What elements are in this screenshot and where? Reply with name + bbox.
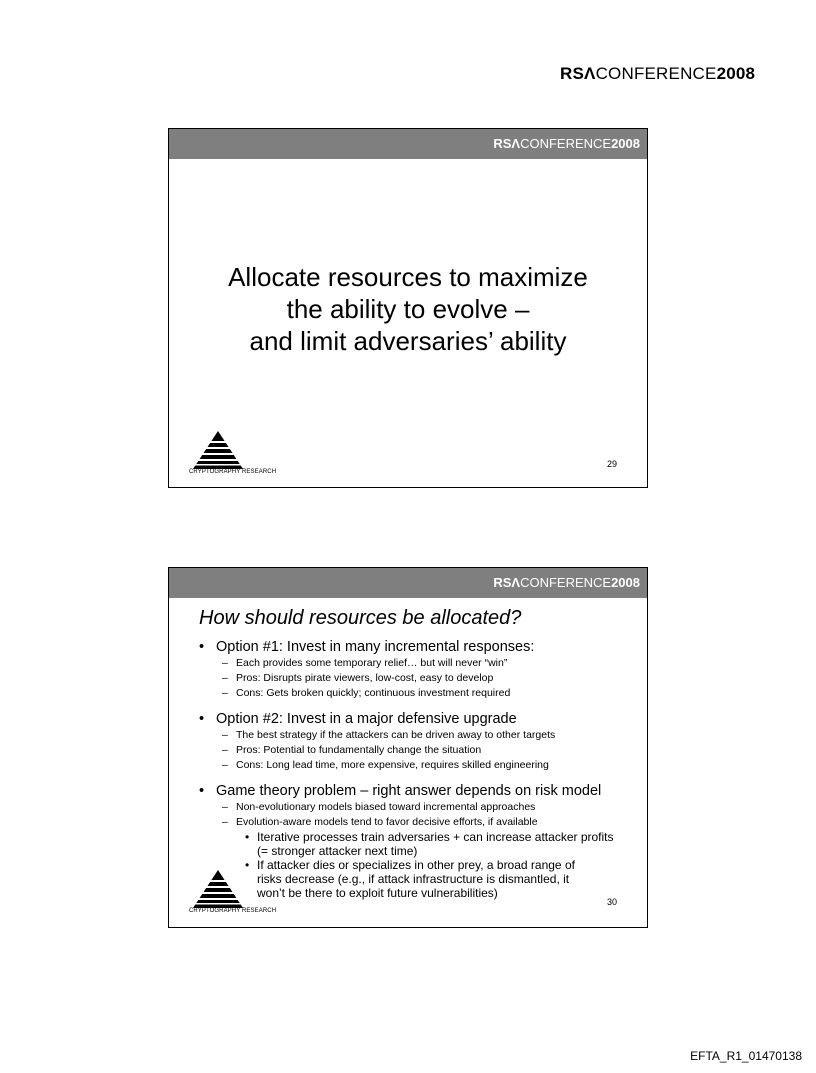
slide-header-logo: RSΛCONFERENCE2008 [493,136,640,151]
sub-sub-bullet-item: • If attacker dies or specializes in other prey, a broad range of risks decrease (e.g., if attack infrastructure is dismantled, it won’t be there to exploit future vulnerabilities) [199,858,597,900]
slide-title-line: and limit adversaries’ ability [249,326,567,356]
sub-bullet-item: – Evolution-aware models tend to favor decisive efforts, if available [199,815,639,830]
cryptography-research-logo [189,431,277,481]
bullet-item: • Option #1: Invest in many incremental responses: [199,638,639,656]
bullet-list [199,638,639,900]
document-id: EFTA_R1_01470138 [690,1049,802,1063]
cryptography-research-text: CRYPTOGRAPHY RESEARCH [189,469,277,475]
slide-title [169,261,647,357]
sub-bullet-item: – Each provides some temporary relief… but will never “win” [199,656,639,671]
slide-header-bar [169,568,647,598]
slide-header-bar [169,129,647,159]
pyramid-icon [193,870,243,908]
sub-bullet-item: – Pros: Disrupts pirate viewers, low-cost, easy to develop [199,671,639,686]
bullet-item: • Game theory problem – right answer depends on risk model [199,782,639,800]
slide-30 [168,567,648,928]
sub-bullet-item: – Pros: Potential to fundamentally change the situation [199,743,639,758]
sub-bullet-item: – Cons: Long lead time, more expensive, requires skilled engineering [199,758,639,773]
slide-title: How should resources be allocated? [199,607,522,629]
page-number: 29 [606,459,617,469]
cryptography-research-logo [189,870,277,920]
page-number: 30 [606,897,617,907]
pyramid-icon [193,431,243,469]
slide-29 [168,128,648,488]
slide-title-line: the ability to evolve – [286,294,530,324]
sub-bullet-item: – The best strategy if the attackers can be driven away to other targets [199,728,639,743]
slide-header-logo: RSΛCONFERENCE2008 [493,575,640,590]
slide-title-line: Allocate resources to maximize [228,262,588,292]
bullet-item: • Option #2: Invest in a major defensive upgrade [199,710,639,728]
sub-bullet-item: – Cons: Gets broken quickly; continuous investment required [199,686,639,701]
sub-sub-bullet-item: • Iterative processes train adversaries + can increase attacker profits (= stronger attacker next time) [199,830,617,858]
sub-bullet-item: – Non-evolutionary models biased toward incremental approaches [199,800,639,815]
cryptography-research-text: CRYPTOGRAPHY RESEARCH [189,908,277,914]
page-header-logo: RSΛCONFERENCE2008 [560,64,756,83]
